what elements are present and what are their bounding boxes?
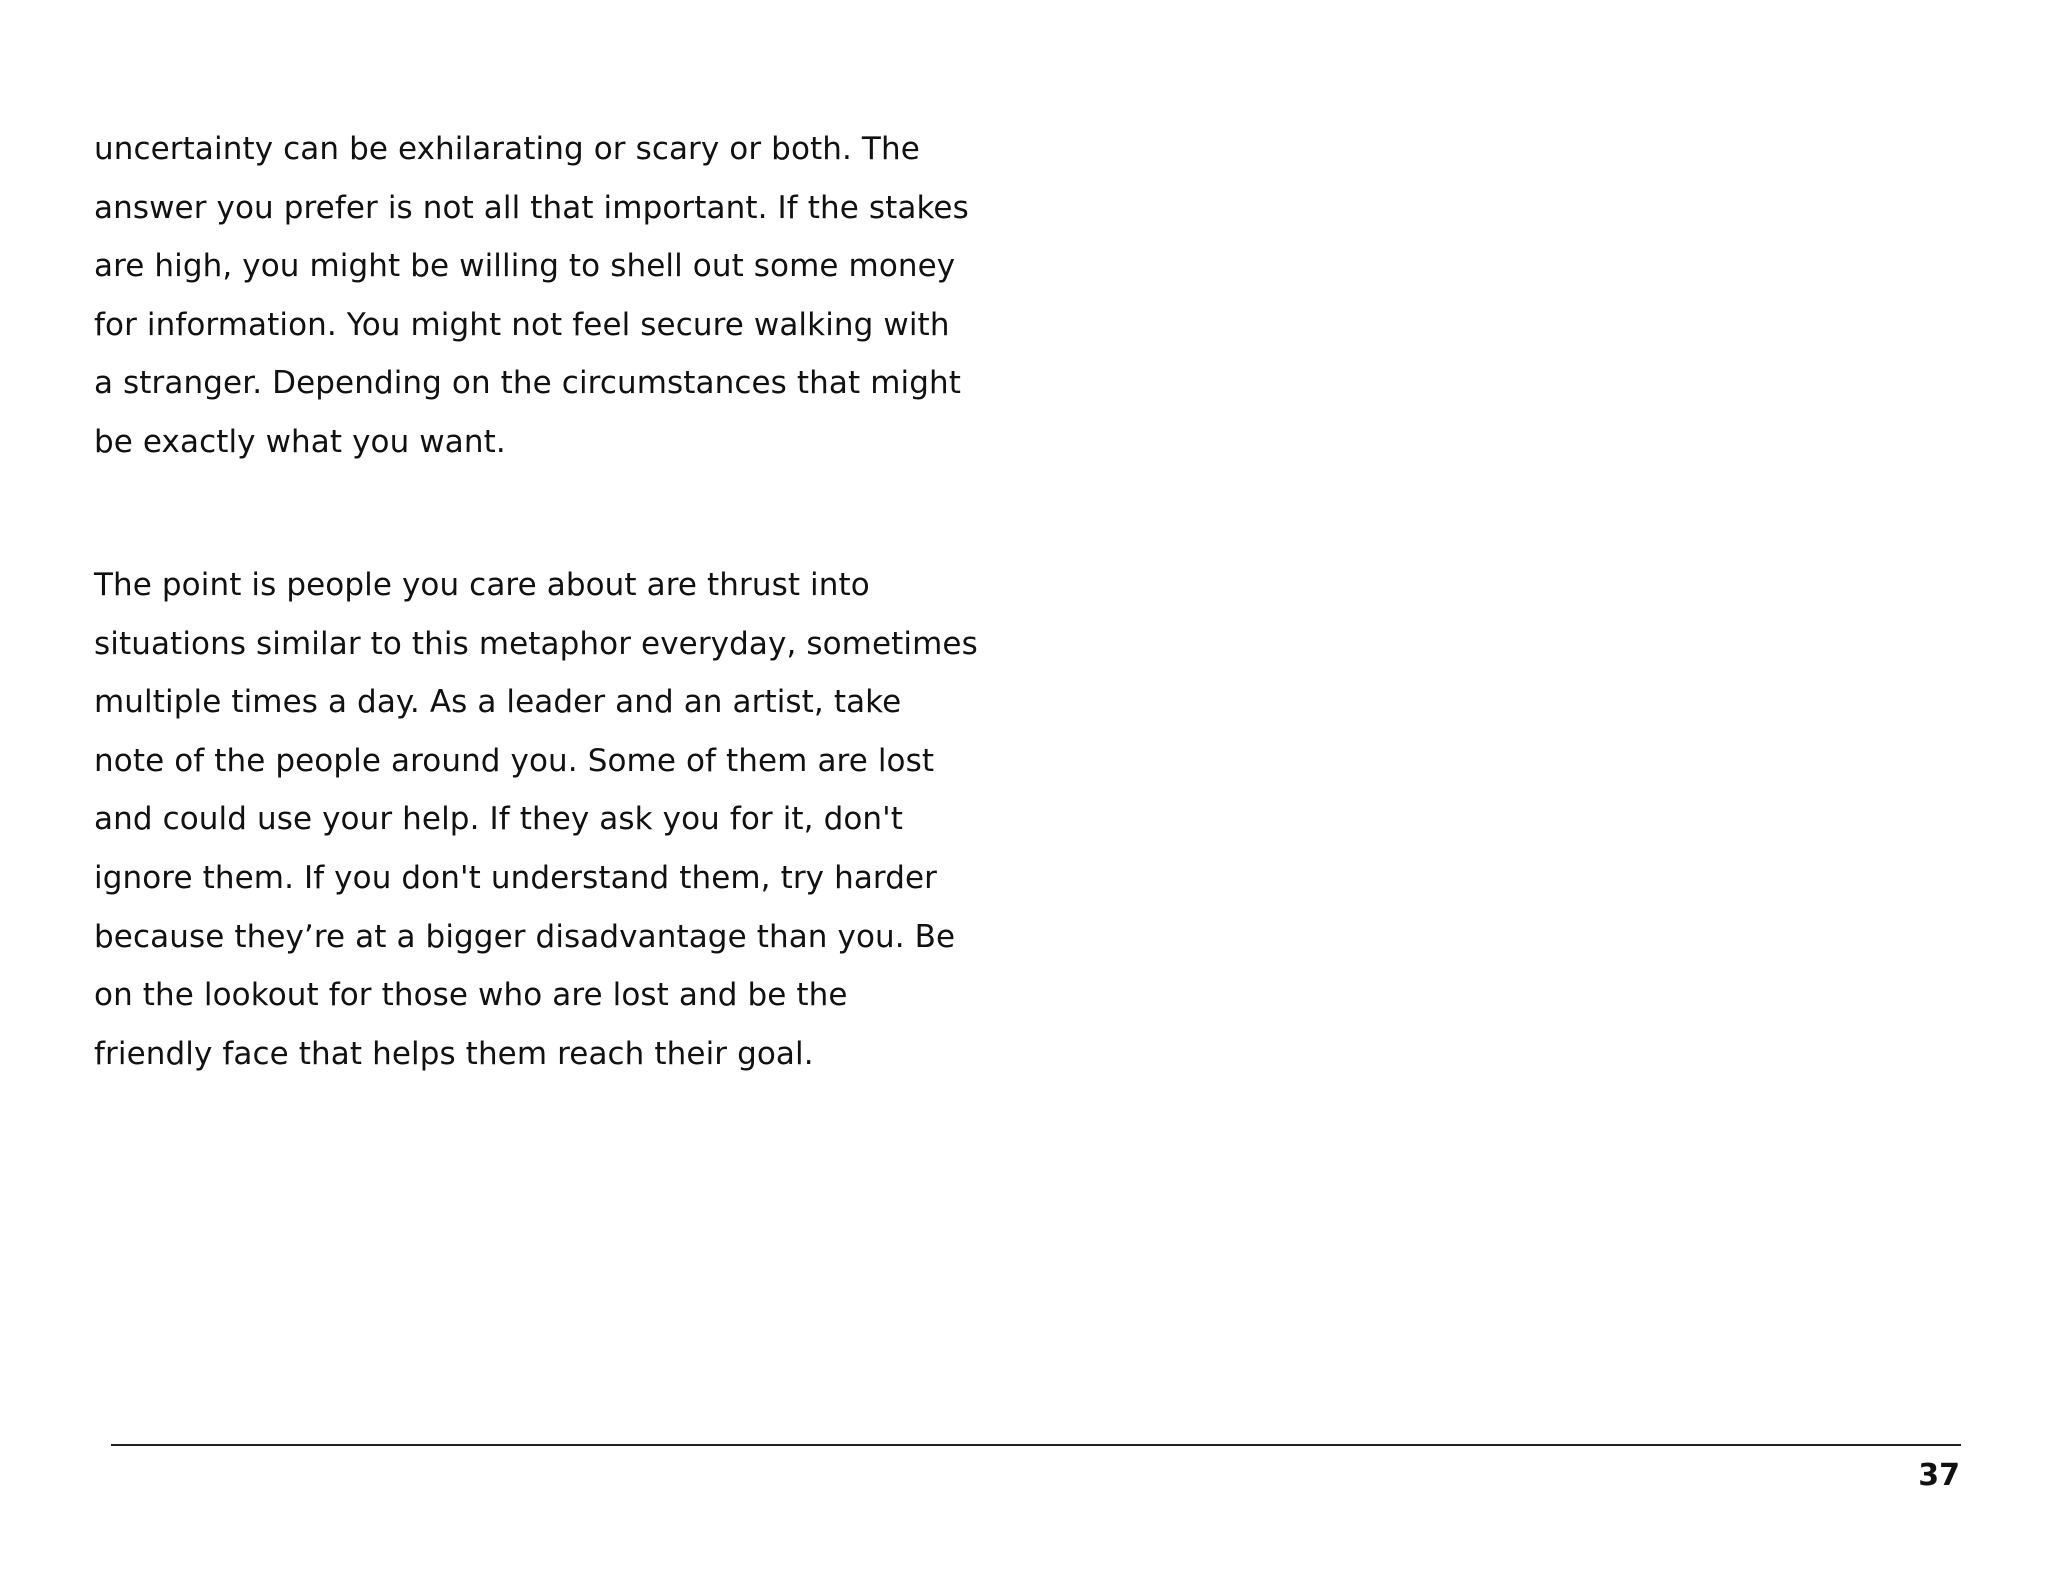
text-line: are high, you might be willing to shell out some money — [94, 248, 956, 285]
text-line: answer you prefer is not all that important. If the stakes — [94, 189, 969, 226]
text-line: because they’re at a bigger disadvantage than you. Be — [94, 918, 956, 955]
text-line: on the lookout for those who are lost and be the — [94, 977, 848, 1014]
text-line: The point is people you care about are thrust into — [94, 567, 870, 603]
text-line: friendly face that helps them reach their goal. — [94, 1035, 814, 1072]
text-line: note of the people around you. Some of them are lost — [94, 742, 935, 779]
text-line: and could use your help. If they ask you for it, don't — [94, 801, 904, 838]
paragraph-1 — [94, 120, 1014, 472]
text-line: a stranger. Depending on the circumstances that might — [94, 365, 961, 402]
text-line: situations similar to this metaphor everyday, sometimes — [94, 625, 978, 662]
text-line: for information. You might not feel secure walking with — [94, 306, 950, 343]
text-line: be exactly what you want. — [94, 423, 506, 460]
text-line: uncertainty can be exhilarating or scary or both. The — [94, 131, 920, 167]
page-number: 37 — [1918, 1458, 1960, 1493]
text-line: multiple times a day. As a leader and an artist, take — [94, 684, 902, 721]
paragraph-2 — [94, 556, 1014, 1083]
text-line: ignore them. If you don't understand them, try harder — [94, 859, 938, 896]
footer-divider — [111, 1444, 1961, 1446]
